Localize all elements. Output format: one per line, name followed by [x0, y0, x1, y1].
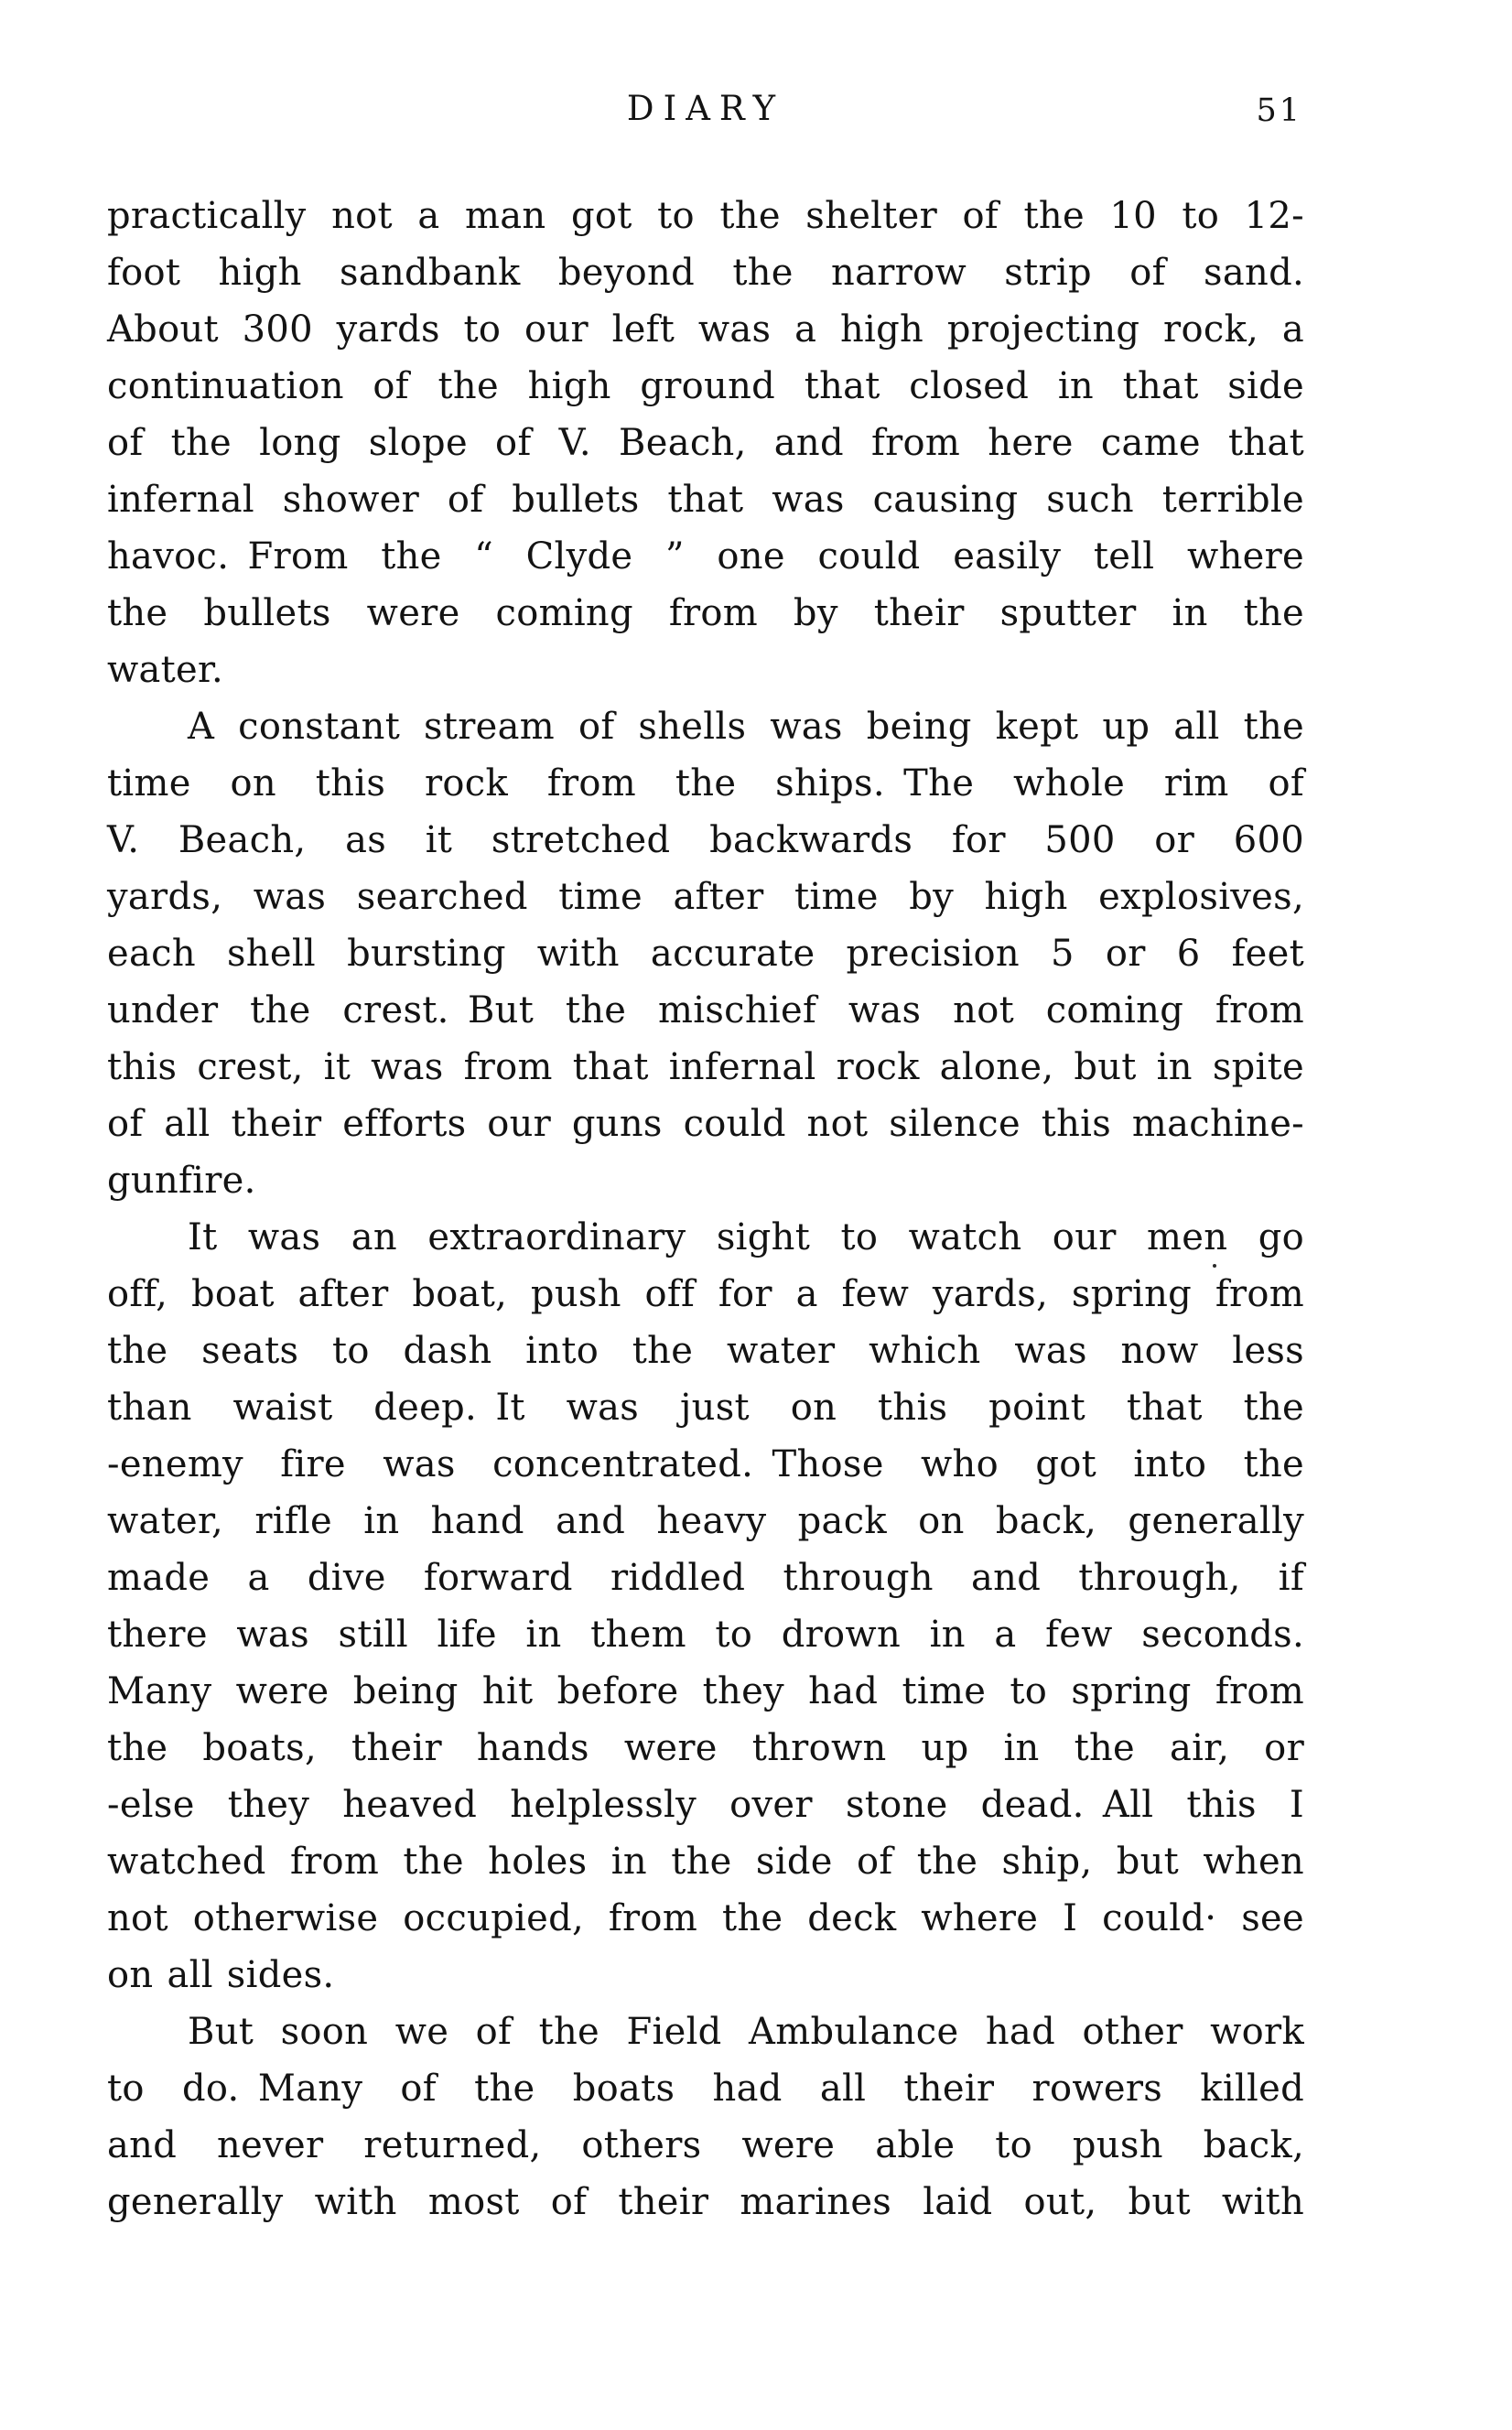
- text-line: About 300 yards to our left was a high projecting rock, a: [107, 308, 1304, 351]
- text-line: water, rifle in hand and heavy pack on back, generally: [107, 1500, 1304, 1542]
- text-line: continuation of the high ground that closed in that side: [107, 365, 1304, 407]
- text-line: It was an extraordinary sight to watch our men go: [188, 1216, 1304, 1258]
- text-line: gunfire.: [107, 1160, 256, 1202]
- text-line: the bullets were coming from by their sputter in the: [107, 592, 1304, 634]
- text-line: on all sides.: [107, 1954, 335, 1996]
- text-line: not otherwise occupied, from the deck where I could· see: [107, 1897, 1304, 1939]
- text-line: havoc. From the “ Clyde ” one could easily tell where: [107, 535, 1304, 578]
- text-line: water.: [107, 649, 224, 691]
- text-line: foot high sandbank beyond the narrow strip of sand.: [107, 252, 1304, 294]
- text-line: the seats to dash into the water which was now less: [107, 1330, 1304, 1372]
- text-line: made a dive forward riddled through and through, if: [107, 1557, 1304, 1599]
- text-line: this crest, it was from that infernal rock alone, but in spite: [107, 1046, 1304, 1088]
- text-line: the boats, their hands were thrown up in the air, or: [107, 1727, 1304, 1769]
- page-number: 51: [1256, 92, 1302, 129]
- text-line: Many were being hit before they had time to spring from: [107, 1670, 1304, 1712]
- ink-speck: [1213, 1264, 1216, 1268]
- text-line: -enemy fire was concentrated. Those who got into the: [107, 1443, 1304, 1485]
- text-line: under the crest. But the mischief was not coming from: [107, 989, 1304, 1031]
- running-header: [107, 84, 1304, 134]
- text-line: of all their efforts our guns could not silence this machine-: [107, 1103, 1304, 1145]
- text-line: A constant stream of shells was being kept up all the: [188, 706, 1304, 748]
- text-line: yards, was searched time after time by high explosives,: [107, 876, 1304, 918]
- text-line: practically not a man got to the shelter of the 10 to 12-: [107, 195, 1304, 237]
- body-text-block: [107, 188, 1304, 2230]
- text-line: But soon we of the Field Ambulance had other work: [188, 2011, 1304, 2053]
- text-line: than waist deep. It was just on this point that the: [107, 1387, 1304, 1429]
- text-line: of the long slope of V. Beach, and from here came that: [107, 422, 1304, 464]
- text-line: -else they heaved helplessly over stone dead. All this I: [107, 1784, 1304, 1826]
- text-line: each shell bursting with accurate precision 5 or 6 feet: [107, 933, 1304, 975]
- text-line: infernal shower of bullets that was causing such terrible: [107, 479, 1304, 521]
- text-line: time on this rock from the ships. The whole rim of: [107, 762, 1304, 805]
- page-title: DIARY: [626, 89, 785, 128]
- text-line: V. Beach, as it stretched backwards for 500 or 600: [107, 819, 1304, 861]
- text-line: and never returned, others were able to push back,: [107, 2124, 1304, 2166]
- text-line: watched from the holes in the side of the ship, but when: [107, 1841, 1304, 1883]
- text-line: there was still life in them to drown in a few seconds.: [107, 1614, 1304, 1656]
- text-line: to do. Many of the boats had all their rowers killed: [107, 2068, 1304, 2110]
- text-line: generally with most of their marines laid out, but with: [107, 2181, 1304, 2223]
- text-line: off, boat after boat, push off for a few yards, spring from: [107, 1273, 1304, 1315]
